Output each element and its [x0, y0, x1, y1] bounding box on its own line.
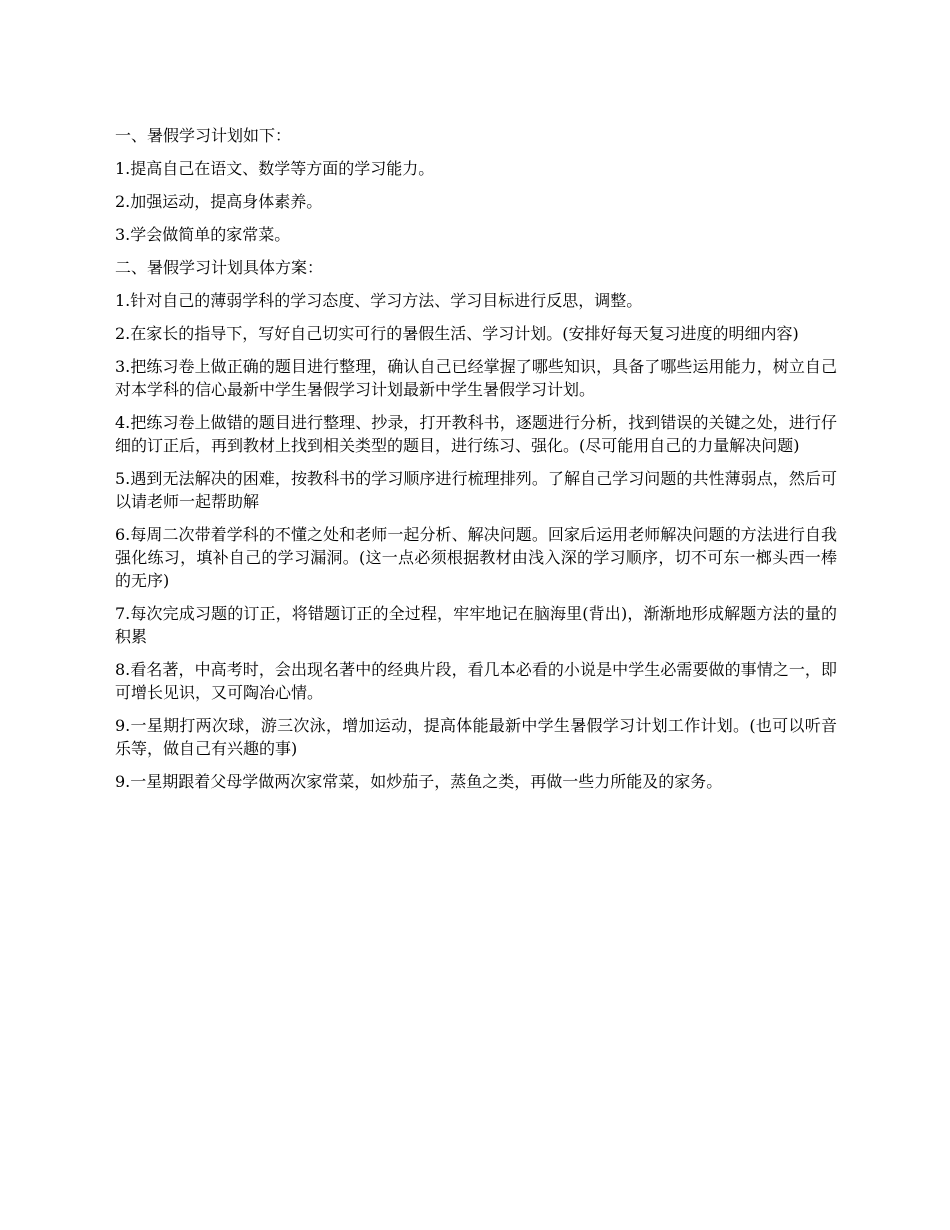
- document-body: [115, 124, 837, 803]
- section-heading: 二、暑假学习计划具体方案：: [115, 258, 324, 277]
- list-item: 8.看名著，中高考时，会出现名著中的经典片段，看几本必看的小说是中学生必需要做的事情之一，即可增长见识，又可陶冶心情。: [115, 660, 837, 702]
- list-item: 9.一星期跟着父母学做两次家常菜，如炒茄子，蒸鱼之类，再做一些力所能及的家务。: [115, 772, 723, 791]
- list-item: 6.每周二次带着学科的不懂之处和老师一起分析、解决问题。回家后运用老师解决问题的方法进行自我强化练习，填补自己的学习漏洞。(这一点必须根据教材由浅入深的学习顺序，切不可东一榔头西一棒的无序): [115, 525, 837, 590]
- list-item: 5.遇到无法解决的困难，按教科书的学习顺序进行梳理排列。了解自己学习问题的共性薄弱点，然后可以请老师一起帮助解: [115, 469, 837, 511]
- list-item: 2.在家长的指导下，写好自己切实可行的暑假生活、学习计划。(安排好每天复习进度的明细内容): [115, 324, 799, 343]
- list-item: 3.学会做简单的家常菜。: [115, 225, 291, 244]
- list-item: 3.把练习卷上做正确的题目进行整理，确认自己已经掌握了哪些知识，具备了哪些运用能力，树立自己对本学科的信心最新中学生暑假学习计划最新中学生暑假学习计划。: [115, 357, 837, 399]
- list-item: 7.每次完成习题的订正，将错题订正的全过程，牢牢地记在脑海里(背出)，渐渐地形成解题方法的量的积累: [115, 604, 837, 646]
- list-item: 1.针对自己的薄弱学科的学习态度、学习方法、学习目标进行反思，调整。: [115, 291, 643, 310]
- list-item: 9.一星期打两次球，游三次泳，增加运动，提高体能最新中学生暑假学习计划工作计划。(也可以听音乐等，做自己有兴趣的事): [115, 716, 837, 758]
- list-item: 4.把练习卷上做错的题目进行整理、抄录，打开教科书，逐题进行分析，找到错误的关键之处，进行仔细的订正后，再到教材上找到相关类型的题目，进行练习、强化。(尽可能用自己的力量解决问题): [115, 413, 837, 455]
- list-item: 1.提高自己在语文、数学等方面的学习能力。: [115, 159, 435, 178]
- section-heading: 一、暑假学习计划如下：: [115, 126, 292, 145]
- list-item: 2.加强运动，提高身体素养。: [115, 192, 323, 211]
